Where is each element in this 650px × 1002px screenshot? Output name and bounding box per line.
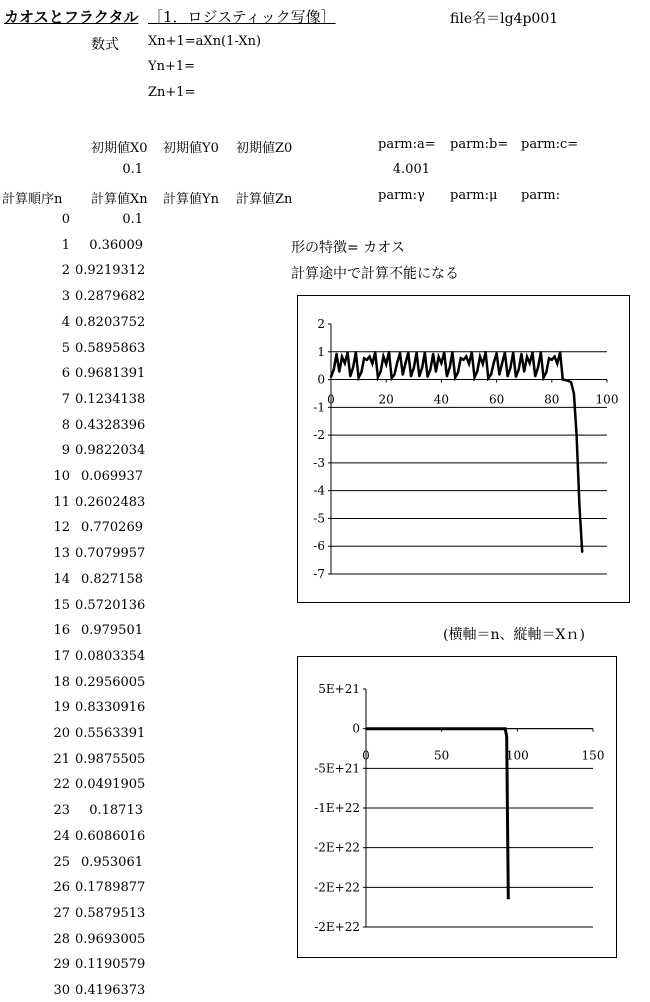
row-x-value: 0.36009: [89, 237, 143, 253]
data-point: [537, 366, 539, 368]
row-n-value: 13: [53, 546, 70, 562]
shape-feature: 形の特徴= カオス: [291, 240, 406, 256]
data-point: [404, 362, 406, 364]
param-gamma-label: parm:γ: [378, 188, 425, 203]
data-point: [352, 366, 354, 368]
row-x-value: 0.18713: [89, 803, 143, 819]
column-header-zn: 計算値Zn: [236, 192, 293, 207]
data-point: [476, 370, 478, 372]
row-n-value: 9: [61, 443, 70, 459]
row-n-value: 5: [61, 340, 70, 356]
row-x-value: 0.6086016: [75, 828, 146, 844]
data-point: [465, 355, 467, 357]
data-point: [388, 351, 390, 353]
data-point: [415, 351, 417, 353]
row-n-value: 27: [53, 905, 70, 921]
row-n-value: 20: [53, 726, 70, 741]
data-point: [366, 359, 368, 361]
row-n-value: 29: [53, 957, 70, 973]
data-point: [504, 351, 506, 353]
data-point: [553, 355, 555, 357]
data-point: [330, 376, 332, 378]
formula-label: 数式: [91, 37, 119, 53]
data-table: [0, 212, 150, 1002]
row-x-value: 0.069937: [80, 469, 143, 484]
y-tick-label: 2: [317, 317, 325, 331]
y-tick-label: -3: [313, 455, 325, 470]
data-point: [512, 351, 514, 353]
data-point: [559, 351, 561, 353]
x-tick-label: 20: [378, 392, 394, 407]
x-tick-label: 0: [327, 392, 335, 407]
data-point: [509, 367, 511, 369]
data-point: [457, 371, 459, 373]
data-point: [338, 370, 340, 372]
y-tick-label: -2: [313, 428, 325, 443]
row-x-value: 0.8203752: [75, 314, 146, 330]
data-point: [493, 361, 495, 363]
y-tick-label: 0: [317, 372, 325, 387]
data-point: [540, 351, 542, 353]
row-x-value: 0.2879682: [75, 289, 146, 305]
x-tick-label: 80: [544, 392, 560, 407]
column-header-n: 計算順序n: [2, 192, 63, 207]
row-n-value: 11: [53, 494, 70, 510]
series-line: [331, 352, 582, 552]
param-extra-label: parm:: [521, 188, 560, 203]
row-n-value: 2: [61, 263, 70, 279]
y-tick-label: -5: [313, 511, 325, 526]
data-point: [407, 351, 409, 353]
chart-1-svg: [298, 296, 629, 602]
data-point: [421, 367, 423, 369]
formula-z: Zn+1=: [148, 85, 196, 100]
data-point: [462, 359, 464, 361]
x-tick-label: 100: [505, 748, 529, 763]
data-point: [440, 362, 442, 364]
data-point: [341, 356, 343, 358]
data-point: [413, 367, 415, 369]
row-x-value: 0.2956005: [75, 674, 146, 690]
data-point: [346, 351, 348, 353]
data-point: [396, 361, 398, 363]
row-n-value: 17: [53, 648, 70, 664]
y-tick-label: -2E+22: [314, 880, 360, 895]
data-point: [402, 373, 404, 375]
data-point: [529, 362, 531, 364]
data-point: [335, 353, 337, 355]
data-point: [564, 379, 566, 381]
data-point: [377, 376, 379, 378]
x-tick-label: 100: [595, 392, 619, 407]
row-x-value: 0.9219312: [75, 263, 146, 279]
param-mu-label: parm:μ: [450, 188, 498, 203]
row-n-value: 19: [53, 700, 70, 716]
row-x-value: 0.5879513: [75, 905, 146, 921]
formula-x: Xn+1=aXn(1-Xn): [148, 34, 262, 49]
data-point: [548, 357, 550, 359]
data-point: [451, 351, 453, 353]
data-point: [468, 363, 470, 365]
data-point: [418, 375, 420, 377]
file-name: file名＝lg4p001: [450, 11, 559, 27]
row-n-value: 25: [53, 854, 70, 870]
data-point: [393, 373, 395, 375]
data-point: [520, 353, 522, 355]
y-tick-label: -1E+22: [314, 801, 360, 815]
initial-x0-value: 0.1: [122, 162, 143, 177]
data-point: [368, 355, 370, 357]
row-x-value: 0.9822034: [75, 443, 146, 459]
column-header-yn: 計算値Yn: [163, 192, 219, 207]
data-point: [357, 376, 359, 378]
data-point: [578, 503, 580, 505]
initial-x0-label: 初期値X0: [91, 141, 148, 156]
data-point: [542, 376, 544, 378]
data-point: [443, 351, 445, 353]
data-point: [446, 375, 448, 377]
data-point: [410, 375, 412, 377]
row-x-value: 0.4328396: [75, 417, 146, 433]
chart-2-svg: [298, 657, 616, 957]
data-point: [531, 351, 533, 353]
data-point: [545, 371, 547, 373]
data-point: [501, 362, 503, 364]
y-tick-label: -5E+21: [314, 761, 360, 776]
data-point: [551, 359, 553, 361]
data-point: [490, 373, 492, 375]
row-n-value: 1: [61, 237, 70, 253]
row-x-value: 0.0803354: [75, 648, 146, 664]
data-point: [570, 381, 572, 383]
data-point: [498, 373, 500, 375]
data-point: [379, 370, 381, 372]
data-point: [432, 353, 434, 355]
data-point: [349, 375, 351, 377]
row-n-value: 6: [61, 366, 70, 382]
x-tick-label: 0: [362, 748, 370, 763]
row-x-value: 0.2602483: [75, 494, 146, 510]
data-point: [426, 376, 428, 378]
chart-1: [297, 295, 630, 603]
row-n-value: 21: [53, 751, 70, 767]
data-point: [371, 362, 373, 364]
axis-caption: (横軸＝n、縦軸＝Xｎ): [443, 627, 585, 643]
data-point: [473, 376, 475, 378]
y-tick-label: -6: [313, 539, 325, 554]
row-n-value: 28: [53, 931, 70, 947]
y-tick-label: -2E+22: [314, 840, 360, 855]
data-point: [360, 371, 362, 373]
data-point: [385, 363, 387, 365]
data-point: [429, 368, 431, 370]
data-point: [495, 352, 497, 354]
initial-y0-label: 初期値Y0: [163, 141, 219, 156]
data-point: [355, 351, 357, 353]
data-point: [382, 355, 384, 357]
y-tick-label: -7: [313, 567, 325, 581]
section-title: ［1．ロジスティック写像］: [148, 8, 336, 26]
param-b-label: parm:b=: [450, 137, 509, 152]
data-point: [471, 351, 473, 353]
data-point: [556, 363, 558, 365]
row-x-value: 0.0491905: [75, 777, 146, 793]
row-n-value: 18: [53, 674, 70, 690]
data-point: [424, 351, 426, 353]
data-point: [573, 392, 575, 394]
param-a-value: 4.001: [392, 162, 430, 177]
page-title: カオスとフラクタル: [4, 8, 139, 26]
y-tick-label: 5E+21: [318, 682, 360, 696]
y-tick-label: -1: [313, 400, 325, 415]
data-point: [515, 376, 517, 378]
formula-y: Yn+1=: [148, 59, 196, 74]
y-tick-label: -4: [313, 483, 325, 498]
y-tick-label: 0: [352, 721, 360, 736]
param-c-label: parm:c=: [521, 137, 579, 152]
data-point: [487, 377, 489, 379]
row-x-value: 0.5720136: [75, 597, 146, 613]
data-point: [374, 351, 376, 353]
row-n-value: 16: [53, 623, 70, 639]
row-x-value: 0.7079957: [75, 546, 146, 562]
row-n-value: 24: [53, 828, 70, 844]
data-point: [523, 370, 525, 372]
chart-2: [297, 656, 617, 958]
column-header-xn: 計算値Xn: [91, 192, 148, 207]
data-point: [363, 357, 365, 359]
data-point: [435, 370, 437, 372]
row-n-value: 0: [61, 212, 70, 227]
param-a-label: parm:a=: [378, 137, 436, 152]
row-n-value: 23: [53, 803, 70, 819]
row-x-value: 0.827158: [80, 571, 143, 587]
row-x-value: 0.5563391: [75, 726, 146, 741]
row-n-value: 12: [53, 520, 70, 536]
x-tick-label: 50: [434, 748, 450, 763]
row-n-value: 3: [61, 289, 70, 305]
data-point: [506, 375, 508, 377]
data-point: [484, 351, 486, 353]
data-point: [517, 368, 519, 370]
row-x-value: 0.979501: [80, 623, 143, 639]
row-n-value: 8: [61, 417, 70, 433]
row-x-value: 0.1234138: [75, 391, 146, 407]
data-point: [344, 362, 346, 364]
data-point: [581, 551, 583, 553]
row-n-value: 10: [53, 469, 70, 484]
x-tick-label: 60: [488, 392, 505, 407]
calc-remark: 計算途中で計算不能になる: [291, 266, 459, 282]
initial-z0-label: 初期値Z0: [236, 141, 293, 156]
data-point: [575, 434, 577, 436]
data-point: [479, 355, 481, 357]
row-x-value: 0.1789877: [75, 880, 146, 896]
row-x-value: 0.9875505: [75, 751, 146, 767]
row-x-value: 0.1: [122, 212, 143, 227]
row-x-value: 0.953061: [80, 854, 143, 870]
row-n-value: 15: [53, 597, 70, 613]
data-point: [534, 375, 536, 377]
y-tick-label: -2E+22: [314, 920, 360, 934]
data-point: [333, 368, 335, 370]
data-point: [437, 356, 439, 358]
data-point: [567, 380, 569, 382]
row-x-value: 0.9681391: [75, 366, 146, 382]
row-x-value: 0.1190579: [75, 957, 146, 973]
row-n-value: 4: [61, 314, 70, 330]
row-n-value: 30: [53, 983, 70, 998]
y-tick-label: 1: [317, 344, 325, 359]
data-point: [454, 376, 456, 378]
data-point: [482, 363, 484, 365]
data-point: [460, 357, 462, 359]
x-tick-label: 150: [581, 748, 605, 763]
row-x-value: 0.8330916: [75, 700, 146, 716]
row-n-value: 26: [53, 880, 70, 896]
x-tick-label: 40: [433, 392, 450, 407]
data-point: [391, 377, 393, 379]
row-n-value: 7: [61, 391, 70, 407]
data-point: [448, 366, 450, 368]
row-x-value: 0.4196373: [75, 983, 146, 998]
row-n-value: 14: [53, 571, 70, 587]
row-x-value: 0.770269: [80, 520, 143, 536]
row-x-value: 0.9693005: [75, 931, 146, 947]
data-point: [562, 378, 564, 380]
row-n-value: 22: [53, 777, 70, 793]
data-point: [526, 356, 528, 358]
row-x-value: 0.5895863: [75, 340, 146, 356]
data-point: [399, 352, 401, 354]
